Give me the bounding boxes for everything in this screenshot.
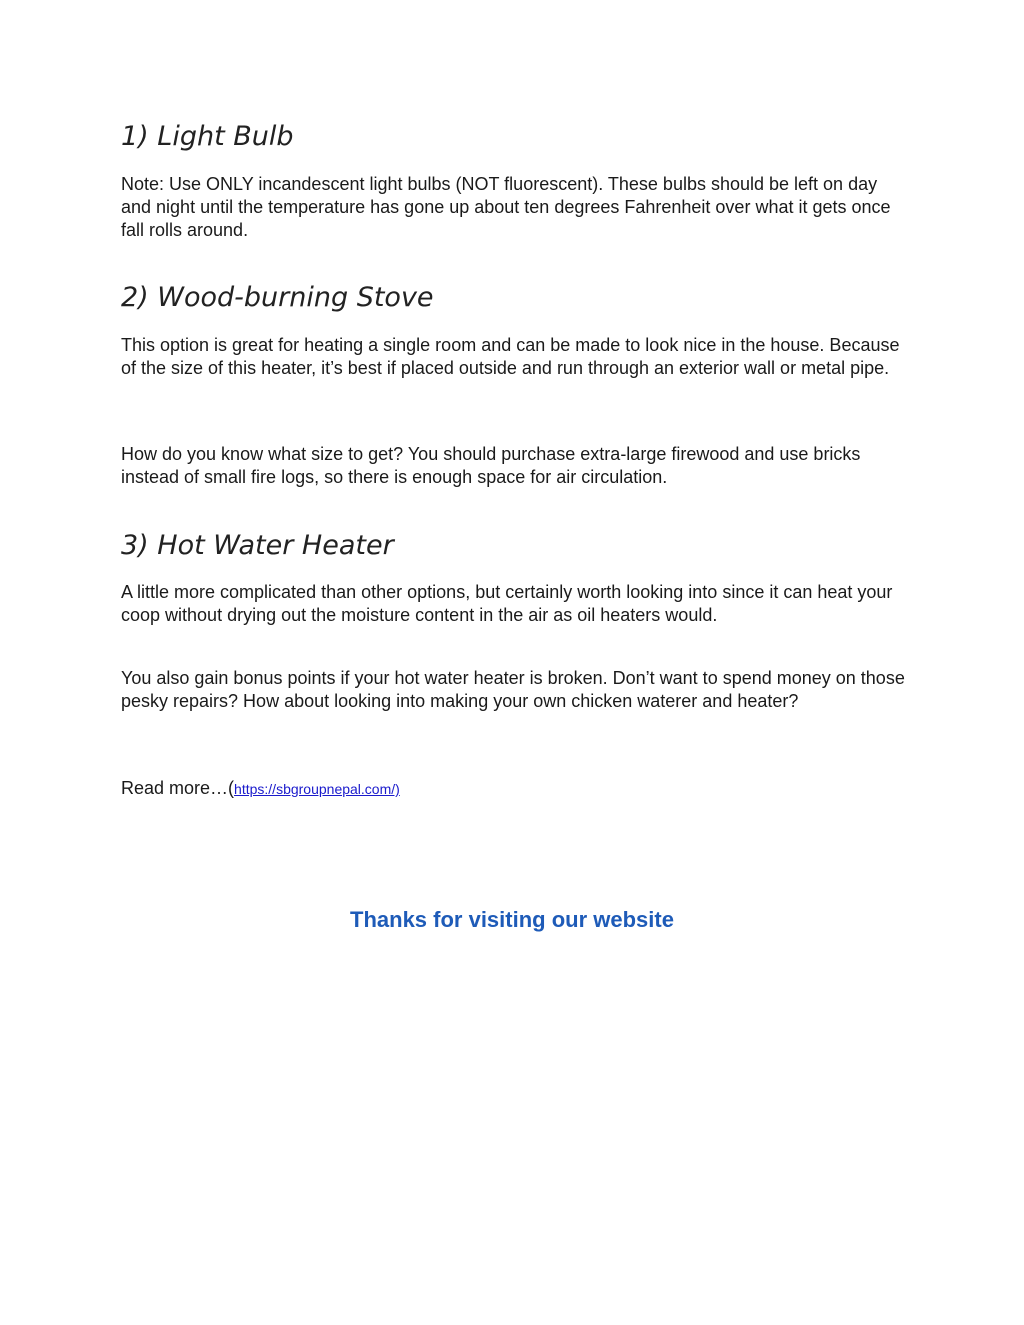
read-more-label: Read more…( [121, 778, 235, 798]
thanks-message: Thanks for visiting our website [350, 907, 674, 932]
paragraph-hot-water-bonus: You also gain bonus points if your hot water heater is broken. Don’t want to spend money on those pesky repairs? How about looking into making your own chicken waterer and heater? [121, 668, 905, 711]
read-more-link[interactable]: https://sbgroupnepal.com/) [234, 781, 400, 797]
read-more-line [121, 777, 400, 801]
section-heading-light-bulb: 1) Light Bulb [121, 121, 294, 152]
paragraph-hot-water-intro: A little more complicated than other options, but certainly worth looking into since it can heat your coop without drying out the moisture content in the air as oil heaters would. [121, 582, 893, 625]
paragraph-wood-stove-size: How do you know what size to get? You should purchase extra-large firewood and use bricks instead of small fire logs, so there is enough space for air circulation. [121, 444, 861, 487]
paragraph-wood-stove-intro: This option is great for heating a single room and can be made to look nice in the house. Because of the size of this heater, it’s best if placed outside and run through an exterior wall or metal pipe. [121, 335, 900, 378]
section-heading-wood-burning-stove: 2) Wood-burning Stove [121, 282, 434, 313]
paragraph-light-bulb-note: Note: Use ONLY incandescent light bulbs (NOT fluorescent). These bulbs should be left on day and night until the temperature has gone up about ten degrees Fahrenheit over what it gets once fall rolls around. [121, 174, 891, 240]
section-heading-hot-water-heater: 3) Hot Water Heater [121, 530, 394, 561]
